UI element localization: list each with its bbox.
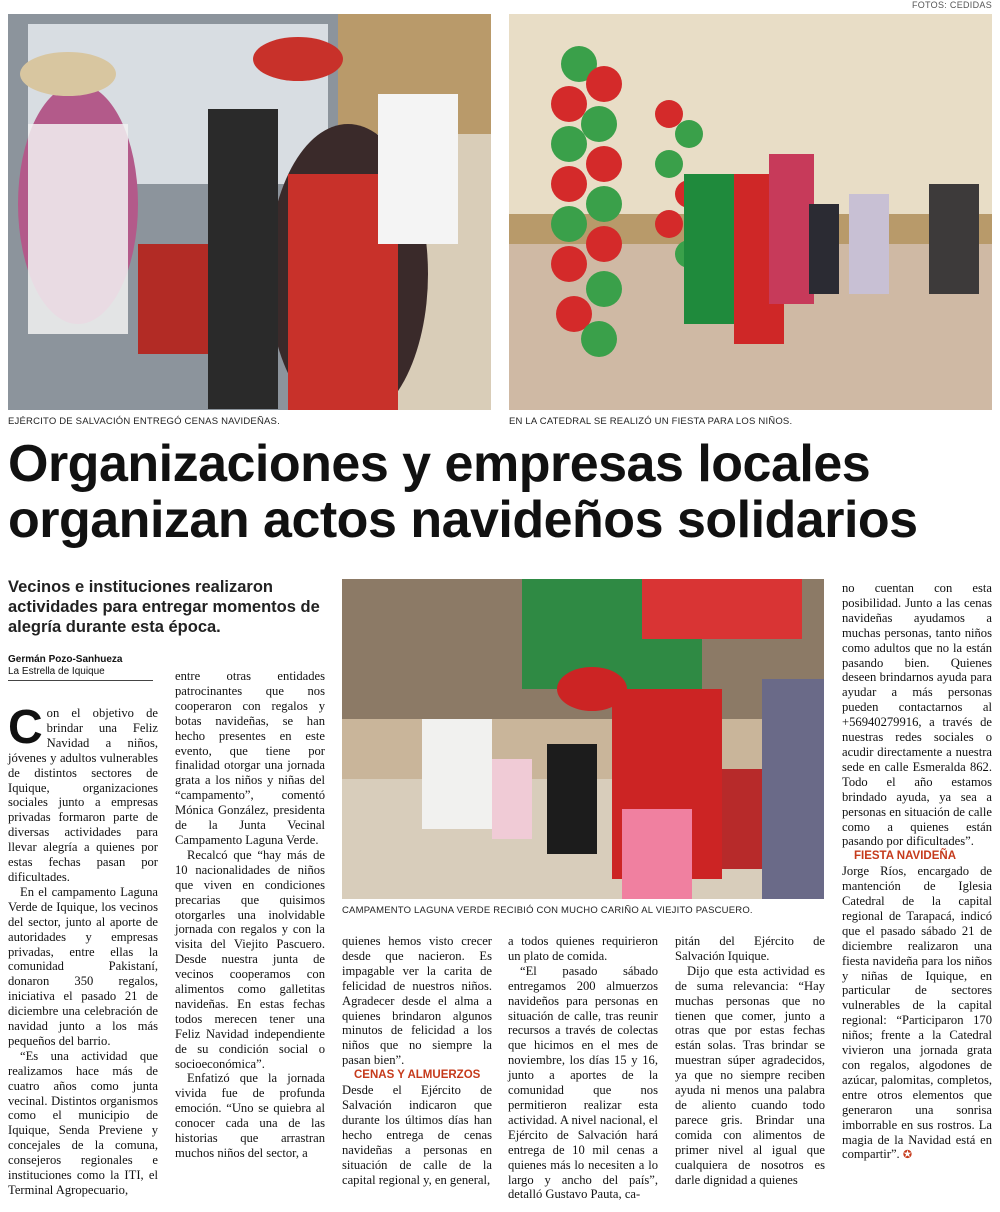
article-paragraph: En el campamento Laguna Verde de Iquique, los vecinos del sector, junto al aporte de autoridades y empresas privadas, entre ellas la comunidad Pakistaní, donaron 350 regalos, iniciativa el pasado 21 de diciembre una celebración de navidad junto a los más pequeños del barrio. xyxy=(8,884,158,1048)
article-column-4 xyxy=(508,934,658,1202)
article-paragraph: Dijo que esta actividad es de suma relevancia: “Hay muchas personas que no tienen que comer, junto a otras que por estas fechas están solas. Tras brindar se muestran súper agradecidos, ya que no siempre reciben ayuda ni menos una palabra de aliento cuando todo parece gris. Brindar una comida con alimentos de primer nivel al igual que cualquiera de nosotros es darle dignidad a quienes xyxy=(675,963,825,1187)
article-paragraph: quienes hemos visto crecer desde que nacieron. Es impagable ver la carita de felicidad de nuestros niños. Agradecer desde el alma a quienes brindaron algunos minutos de felicidad a los niños que no siempre la pasan bien”. xyxy=(342,934,492,1068)
photo-cathedral-party xyxy=(509,14,992,410)
photo-salvation-army xyxy=(8,14,491,410)
article-paragraph: Recalcó que “hay más de 10 nacionalidades de niños que viven en condiciones precarias que quisimos otorgarles una inolvidable jornada con regalos y con la visita del Viejito Pascuero. Desde nuestra junta de vecinos cooperamos con alimentos como galletitas navideñas. En estas fechas todos merecen tener una Feliz Navidad independiente de su condición social o socioeconómica”. xyxy=(175,847,325,1071)
photo-salvation-army-image xyxy=(8,14,491,410)
byline-outlet: La Estrella de Iquique xyxy=(8,666,105,677)
article-paragraph: entre otras entidades patrocinantes que nos cooperaron con regalos y botas navideñas, se han hecho presentes en este evento, que tiene por finalidad otorgar una jornada grata a los niños y niñas del “campamento”, comentó Mónica González, presidenta de la Junta Vecinal Campamento Laguna Verde. xyxy=(175,669,325,847)
caption-top-right: EN LA CATEDRAL SE REALIZÓ UN FIESTA PARA LOS NIÑOS. xyxy=(509,416,793,427)
article-headline: Organizaciones y empresas locales organizan actos navideños solidarios xyxy=(8,435,918,549)
article-paragraph: a todos quienes requirieron un plato de comida. xyxy=(508,934,658,963)
article-paragraph: no cuentan con esta posibilidad. Junto a las cenas navideñas ayudamos a muchas personas, tanto niños como adultos que no la están pasando bien. Quienes deseen brindarnos ayuda para ayudar a más personas pueden contactarnos al +56940279916, a través de nuestras redes sociales o acudir directamente a nuestra sede en calle Esmeralda 862. Todo el año estamos brindado ayuda, ya sea a personas en situación de calle como a quienes están pasando por dificultades”. xyxy=(842,581,992,849)
article-paragraph: “El pasado sábado entregamos 200 almuerzos navideños para personas en situación de calle, tras reunir recursos a través de colectas que hicimos en el mes de noviembre, los días 15 y 16, junto a aportes de la comunidad que nos permitieron realizar esta actividad. A nivel nacional, el Ejército de Salvación hará entrega de 10 mil cenas a quienes más lo necesiten a lo largo y ancho del país”, detalló Gustavo Pauta, ca- xyxy=(508,963,658,1202)
photo-laguna-verde-image xyxy=(342,579,824,899)
paragraph-text: on el objetivo de brindar una Feliz Navidad a niños, jóvenes y adultos vulnerables de distintos sectores de Iquique, organizaciones sociales junto a empresas privadas formaron parte de diversas actividades para llevar alegría a quienes por estas fechas pasan por dificultades. xyxy=(8,706,158,884)
byline xyxy=(8,654,153,681)
article-paragraph: “Es una actividad que realizamos hace más de cuatro años como junta vecinal. Distintos organismos como el municipio de Iquique, Senda Previene y concejales de la comuna, consejeros regionales e instituciones como la ITI, el Terminal Agropecuario, xyxy=(8,1048,158,1197)
article-column-6 xyxy=(842,581,992,1163)
article-column-1 xyxy=(8,701,158,1198)
article-column-2 xyxy=(175,669,325,1161)
photo-laguna-verde xyxy=(342,579,824,899)
dropcap: C xyxy=(8,701,43,754)
article-deck: Vecinos e instituciones realizaron actividades para entregar momentos de alegría durante esta época. xyxy=(8,578,320,636)
article-paragraph: pitán del Ejército de Salvación Iquique. xyxy=(675,934,825,963)
article-paragraph: Desde el Ejército de Salvación indicaron que durante los últimos días han hecho entrega de cenas navideñas a personas en situación de calle de la capital regional y, en general, xyxy=(342,1083,492,1187)
subhead-cenas: CENAS Y ALMUERZOS xyxy=(354,1069,481,1082)
article-paragraph: Enfatizó que la jornada vivida fue de profunda emoción. “Uno se quiebra al conocer cada una de las historias que arrastran muchos niños del sector, a xyxy=(175,1071,325,1160)
photo-credit: FOTOS: CEDIDAS xyxy=(911,0,992,10)
caption-middle: CAMPAMENTO LAGUNA VERDE RECIBIÓ CON MUCHO CARIÑO AL VIEJITO PASCUERO. xyxy=(342,905,753,916)
caption-top-left: EJÉRCITO DE SALVACIÓN ENTREGÓ CENAS NAVIDEÑAS. xyxy=(8,416,280,427)
paragraph-text: Jorge Ríos, encargado de mantención de Iglesia Catedral de la capital regional de Tarapacá, indicó que el pasado sábado 21 de diciembre realizaron una fiesta navideña para los niños y niñas de Iquique, en particular de sectores vulnerables de la capital regional: “Participaron 170 niños; frente a la Catedral vivieron una jornada grata con regalos, algodones de azúcar, palomitas, completos, entre otros elementos que generaron una sonrisa imborrable en sus rostros. La magia de la Navidad está en compartir”. xyxy=(842,864,992,1162)
article-column-3 xyxy=(342,934,492,1187)
subhead-fiesta: FIESTA NAVIDEÑA xyxy=(854,850,957,863)
byline-author: Germán Pozo-Sanhueza xyxy=(8,654,123,665)
article-paragraph xyxy=(842,864,992,1163)
photo-cathedral-party-image xyxy=(509,14,992,410)
article-paragraph xyxy=(8,701,158,885)
end-of-article-icon: ✪ xyxy=(902,1148,913,1162)
article-column-5 xyxy=(675,934,825,1187)
